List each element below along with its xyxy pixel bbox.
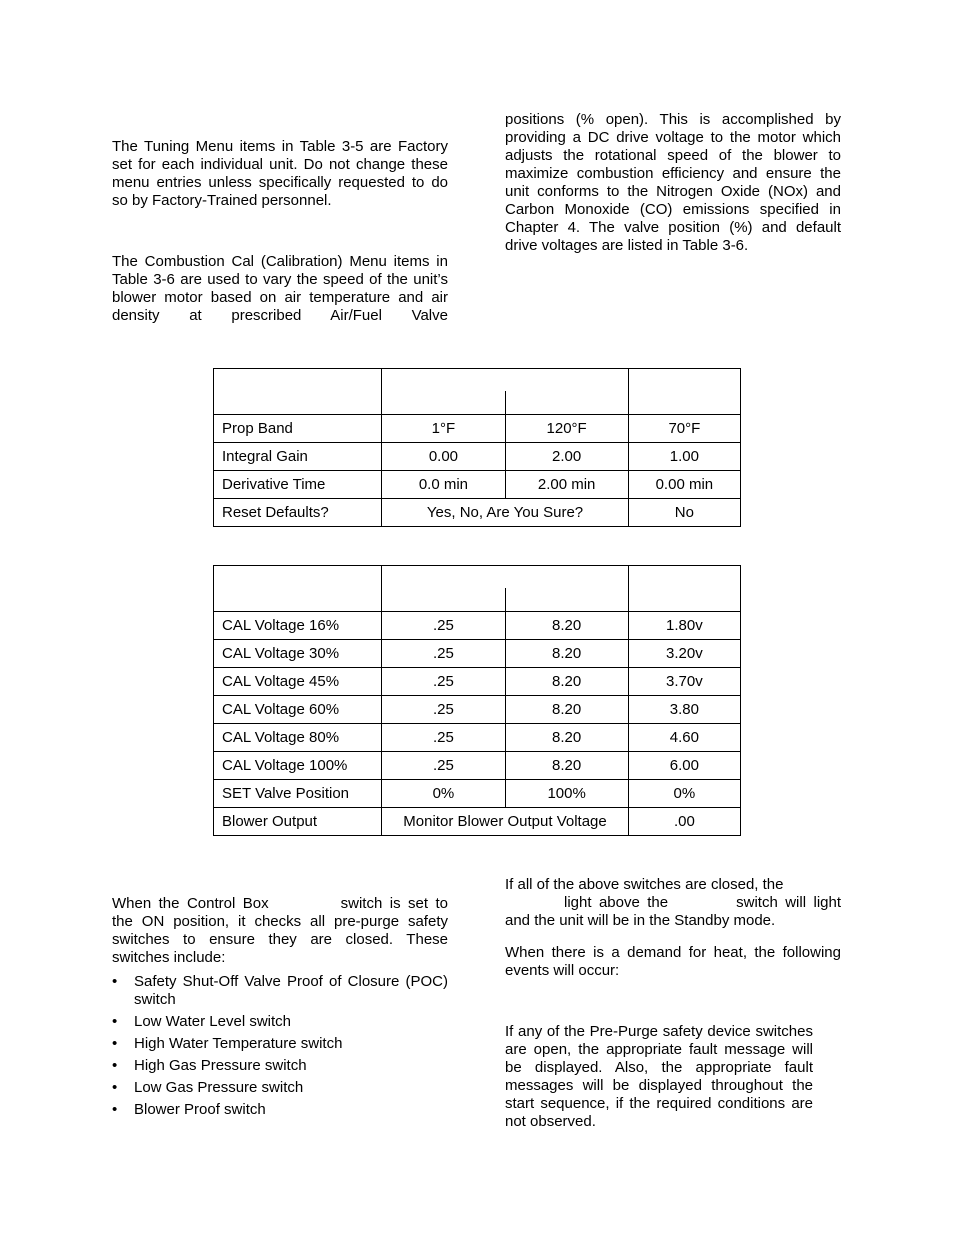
- default-value: 6.00: [628, 752, 740, 780]
- min-value: .25: [382, 612, 505, 640]
- combustion-cal-table: [213, 565, 741, 836]
- table-row: [214, 752, 741, 780]
- standby-text-b: light above the: [564, 894, 669, 911]
- bullet-icon: •: [112, 1013, 118, 1030]
- pre-purge-paragraph: [112, 895, 448, 967]
- header-cell: [382, 566, 628, 612]
- list-item: [112, 973, 448, 1009]
- bullet-icon: •: [112, 1035, 118, 1052]
- max-value: 8.20: [505, 612, 628, 640]
- list-item-text: Low Gas Pressure switch: [134, 1079, 304, 1096]
- item-name: Integral Gain: [214, 443, 382, 471]
- left-column-bottom: [112, 895, 448, 1123]
- default-value: 3.70v: [628, 668, 740, 696]
- default-value: 70°F: [628, 415, 740, 443]
- max-value: 8.20: [505, 696, 628, 724]
- table-row: [214, 471, 741, 499]
- item-name: CAL Voltage 16%: [214, 612, 382, 640]
- table-row: [214, 724, 741, 752]
- list-item-text: Low Water Level switch: [134, 1013, 292, 1030]
- min-value: 0.0 min: [382, 471, 505, 499]
- item-name: Blower Output: [214, 808, 382, 836]
- max-value: 8.20: [505, 752, 628, 780]
- pre-purge-intro-b: switch is set to the ON position, it checks all pre-purge safety switches to ensure they are closed. These switches include:: [112, 895, 448, 966]
- left-column-top: [112, 138, 448, 325]
- list-item: [112, 1035, 448, 1053]
- bullet-icon: •: [112, 1101, 118, 1118]
- list-item: [112, 1101, 448, 1119]
- bullet-icon: •: [112, 1057, 118, 1074]
- table-header-row: [214, 566, 741, 612]
- min-value: .25: [382, 668, 505, 696]
- max-value: 8.20: [505, 668, 628, 696]
- min-value: .25: [382, 752, 505, 780]
- default-value: 3.20v: [628, 640, 740, 668]
- item-name: CAL Voltage 100%: [214, 752, 382, 780]
- max-value: 2.00: [505, 443, 628, 471]
- table-row: [214, 640, 741, 668]
- header-divider: [505, 588, 506, 611]
- list-item: [112, 1057, 448, 1075]
- list-item: [112, 1013, 448, 1031]
- default-value: 1.80v: [628, 612, 740, 640]
- list-item-text: Blower Proof switch: [134, 1101, 266, 1118]
- tuning-menu-paragraph: The Tuning Menu items in Table 3-5 are Factory set for each individual unit. Do not change these menu entries unless specifically requested to do so by Factory-Trained personnel.: [112, 138, 448, 209]
- max-value: 100%: [505, 780, 628, 808]
- min-value: 1°F: [382, 415, 505, 443]
- max-value: 2.00 min: [505, 471, 628, 499]
- list-item-text: High Water Temperature switch: [134, 1035, 343, 1052]
- default-value: 3.80: [628, 696, 740, 724]
- max-value: 8.20: [505, 724, 628, 752]
- fault-paragraph: If any of the Pre-Purge safety device switches are open, the appropriate fault message will be displayed. Also, the appropriate fault messages will be displayed throughout the start sequence, if the required conditions are not observed.: [505, 1023, 813, 1130]
- min-value: .25: [382, 696, 505, 724]
- max-value: 8.20: [505, 640, 628, 668]
- header-cell: [214, 369, 382, 415]
- min-value: 0.00: [382, 443, 505, 471]
- list-item-text: High Gas Pressure switch: [134, 1057, 307, 1074]
- bullet-icon: •: [112, 973, 118, 990]
- safety-switch-list: [112, 973, 448, 1119]
- right-column-bottom: [505, 876, 841, 1131]
- default-value: .00: [628, 808, 740, 836]
- header-cell: [214, 566, 382, 612]
- tuning-menu-table: [213, 368, 741, 527]
- demand-paragraph: When there is a demand for heat, the following events will occur:: [505, 944, 841, 979]
- default-value: No: [628, 499, 740, 527]
- table-row: [214, 780, 741, 808]
- item-name: SET Valve Position: [214, 780, 382, 808]
- bullet-icon: •: [112, 1079, 118, 1096]
- item-name: CAL Voltage 60%: [214, 696, 382, 724]
- combustion-cal-paragraph: The Combustion Cal (Calibration) Menu items in Table 3-6 are used to vary the speed of the unit’s blower motor based on air temperature and air density at prescribed Air/Fuel Valve: [112, 253, 448, 324]
- table-row: [214, 443, 741, 471]
- table-row: [214, 696, 741, 724]
- standby-paragraph: [505, 876, 841, 930]
- table-row: [214, 499, 741, 527]
- min-value: .25: [382, 640, 505, 668]
- list-item: [112, 1079, 448, 1097]
- header-divider: [505, 391, 506, 414]
- list-item-text: Safety Shut-Off Valve Proof of Closure (POC) switch: [134, 973, 448, 1008]
- item-name: CAL Voltage 45%: [214, 668, 382, 696]
- options-value: Monitor Blower Output Voltage: [382, 808, 628, 836]
- table-row: [214, 612, 741, 640]
- header-cell: [628, 566, 740, 612]
- min-value: .25: [382, 724, 505, 752]
- options-value: Yes, No, Are You Sure?: [382, 499, 628, 527]
- item-name: CAL Voltage 80%: [214, 724, 382, 752]
- standby-text-c: switch will light and the unit will be in the Standby mode.: [505, 894, 841, 929]
- item-name: Prop Band: [214, 415, 382, 443]
- default-value: 1.00: [628, 443, 740, 471]
- item-name: Reset Defaults?: [214, 499, 382, 527]
- default-value: 0%: [628, 780, 740, 808]
- right-column-top: [505, 111, 841, 255]
- table-row: [214, 415, 741, 443]
- min-value: 0%: [382, 780, 505, 808]
- max-value: 120°F: [505, 415, 628, 443]
- standby-text-a: If all of the above switches are closed, the: [505, 876, 784, 893]
- header-cell: [382, 369, 628, 415]
- table-header-row: [214, 369, 741, 415]
- item-name: CAL Voltage 30%: [214, 640, 382, 668]
- pre-purge-intro-a: When the Control Box: [112, 895, 269, 912]
- table-row: [214, 808, 741, 836]
- default-value: 0.00 min: [628, 471, 740, 499]
- default-value: 4.60: [628, 724, 740, 752]
- item-name: Derivative Time: [214, 471, 382, 499]
- table-row: [214, 668, 741, 696]
- header-cell: [628, 369, 740, 415]
- valve-positions-paragraph: positions (% open). This is accomplished by providing a DC drive voltage to the motor which adjusts the rotational speed of the blower to maximize combustion efficiency and ensure the unit conforms to the Nitrogen Oxide (NOx) and Carbon Monoxide (CO) emissions specified in Chapter 4. The valve position (%) and default drive voltages are listed in Table 3-6.: [505, 111, 841, 254]
